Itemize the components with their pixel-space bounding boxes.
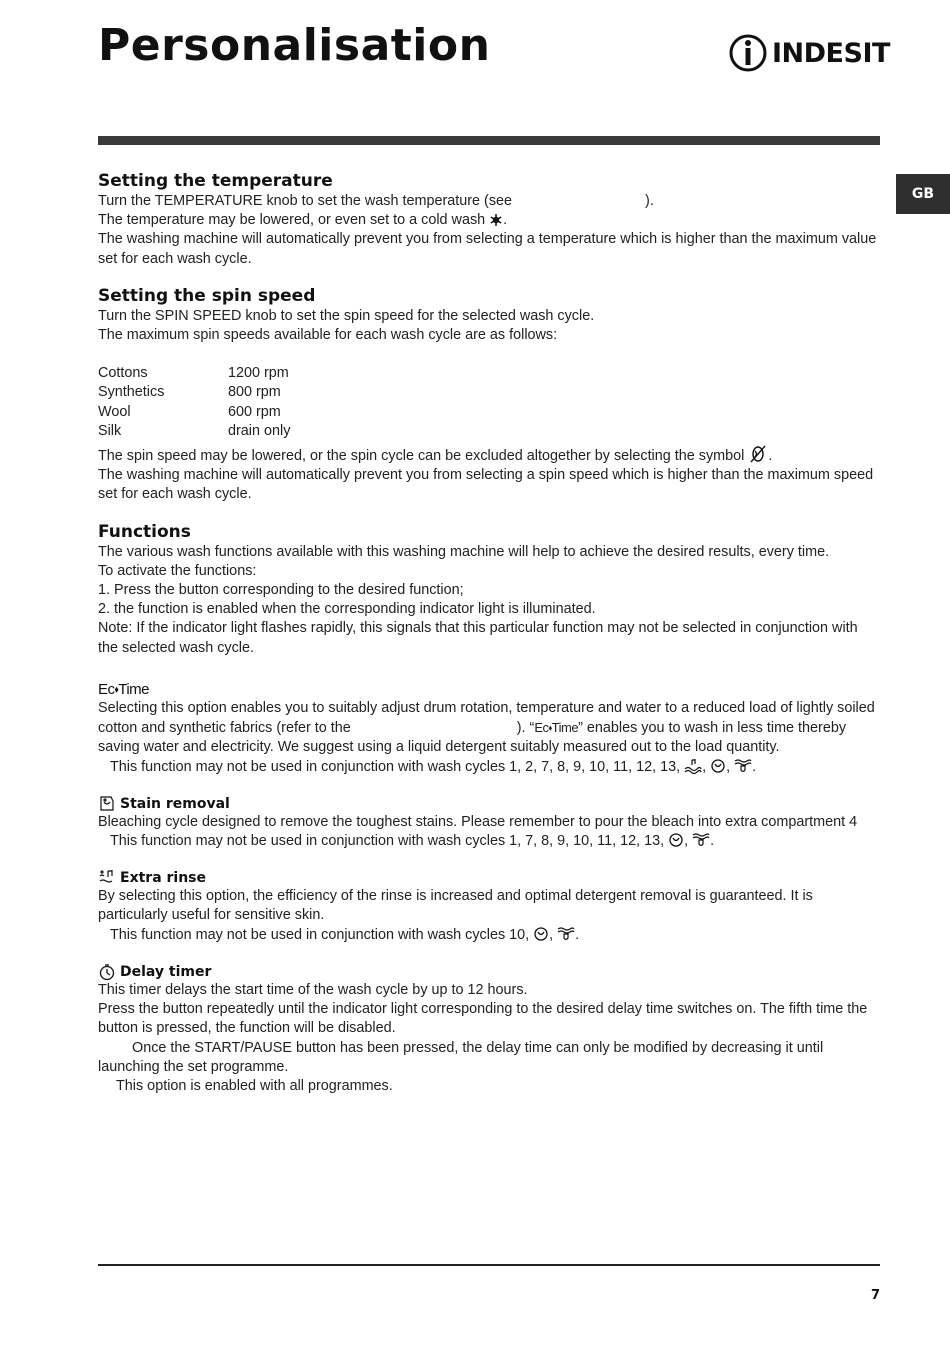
table-cell-cycle: Silk	[98, 422, 122, 439]
functions-intro: The various wash functions available with this washing machine will help to achieve the desired results, every time.	[98, 543, 830, 560]
footer-line	[98, 1264, 880, 1266]
spin-note-1: The spin speed may be lowered, or the spin cycle can be excluded altogether by selecting the symbol .	[98, 445, 880, 466]
ecotime-section	[98, 680, 880, 777]
ecotime-restriction: This function may not be used in conjunction with wash cycles 1, 2, 7, 8, 9, 10, 11, 12, 13, , , .	[110, 758, 757, 775]
temperature-text-3: The washing machine will automatically prevent you from selecting a temperature which is higher than the maximum value set for each wash cycle.	[98, 231, 877, 267]
silk-icon	[710, 758, 726, 774]
functions-step-2: 2. the function is enabled when the corresponding indicator light is illuminated.	[98, 601, 596, 618]
hand-wash-icon	[692, 832, 710, 848]
temperature-text-1: Turn the TEMPERATURE knob to set the wash temperature (see ).	[98, 193, 654, 209]
table-cell-speed: 600 rpm	[228, 403, 281, 420]
rinse-text: By selecting this option, the efficiency of the rinse is increased and optimal detergent removal is guaranteed. It is particularly useful for sensitive skin.	[98, 888, 813, 924]
main-content	[98, 170, 880, 1096]
language-tab: GB	[896, 174, 950, 214]
spin-text-2: The maximum spin speeds available for each wash cycle are as follows:	[98, 327, 558, 344]
silk-icon	[533, 926, 549, 942]
delay-text-2: Press the button repeatedly until the indicator light corresponding to the desired delay time switches on. The fifth time the button is pressed, the function will be disabled.	[98, 1001, 868, 1037]
temperature-section	[98, 170, 880, 269]
delay-text-1: This timer delays the start time of the wash cycle by up to 12 hours.	[98, 981, 528, 998]
brand-name: INDESIT	[772, 37, 890, 69]
delay-timer-icon	[98, 963, 116, 981]
indesit-logo-icon	[728, 32, 768, 74]
hand-wash-icon	[734, 758, 752, 774]
hand-wash-icon	[557, 926, 575, 942]
delay-text-4: This option is enabled with all programmes.	[116, 1077, 393, 1094]
rinse-title: Extra rinse	[98, 869, 880, 887]
rinse-section	[98, 869, 880, 945]
stain-removal-icon	[98, 795, 116, 813]
spin-heading: Setting the spin speed	[98, 285, 316, 306]
ecotime-text: Selecting this option enables you to suitably adjust drum rotation, temperature and water to a reduced load of lightly soiled cotton and synthetic fabrics (refer to the ). “Ec⬪Time” enables you to wash in less time thereby saving water and electricity. We suggest using a liquid detergent suitably measured out to the load quantity.	[98, 700, 875, 756]
functions-activate: To activate the functions:	[98, 562, 257, 579]
snowflake-icon	[489, 213, 503, 227]
indesit-logo	[728, 32, 890, 74]
table-cell-speed: drain only	[228, 422, 291, 439]
rinse-restriction: This function may not be used in conjunction with wash cycles 10, , .	[110, 926, 580, 943]
ecotime-logo: Ec⬪Time	[98, 680, 149, 698]
ecotime-inline-logo: Ec⬪Time	[534, 720, 579, 736]
functions-note: Note: If the indicator light flashes rapidly, this signals that this particular function may not be selected in conjunction with the selected wash cycle.	[98, 620, 858, 656]
functions-step-1: 1. Press the button corresponding to the desired function;	[98, 582, 464, 599]
silk-icon	[668, 832, 684, 848]
extra-rinse-icon	[98, 869, 116, 887]
functions-section	[98, 521, 880, 658]
delay-text-3: Once the START/PAUSE button has been pressed, the delay time can only be modified by decreasing it until launching the set programme.	[98, 1039, 824, 1075]
spin-speed-table	[98, 364, 880, 441]
stain-title: Stain removal	[98, 795, 880, 813]
table-cell-cycle: Synthetics	[98, 384, 165, 401]
delay-section	[98, 963, 880, 1096]
page-number: 7	[870, 1288, 880, 1303]
table-cell-cycle: Cottons	[98, 365, 148, 382]
stain-section	[98, 795, 880, 851]
page-title: Personalisation	[98, 20, 491, 71]
stain-restriction: This function may not be used in conjunction with wash cycles 1, 7, 8, 9, 10, 11, 12, 13, , .	[110, 833, 715, 850]
table-cell-cycle: Wool	[98, 403, 131, 420]
temperature-text-2: The temperature may be lowered, or even set to a cold wash .	[98, 212, 508, 229]
spin-section	[98, 285, 880, 505]
header-bar	[98, 136, 880, 145]
stain-text: Bleaching cycle designed to remove the toughest stains. Please remember to pour the bleach into extra compartment 4	[98, 813, 858, 830]
functions-heading: Functions	[98, 521, 191, 542]
no-spin-icon	[748, 445, 768, 463]
table-cell-speed: 1200 rpm	[228, 365, 289, 382]
delay-title: Delay timer	[98, 963, 880, 981]
spin-text-1: Turn the SPIN SPEED knob to set the spin speed for the selected wash cycle.	[98, 307, 595, 324]
spin-note-2: The washing machine will automatically prevent you from selecting a spin speed which is higher than the maximum speed set for each wash cycle.	[98, 467, 874, 503]
table-cell-speed: 800 rpm	[228, 384, 281, 401]
temperature-heading: Setting the temperature	[98, 171, 333, 191]
wool-icon	[684, 758, 702, 774]
